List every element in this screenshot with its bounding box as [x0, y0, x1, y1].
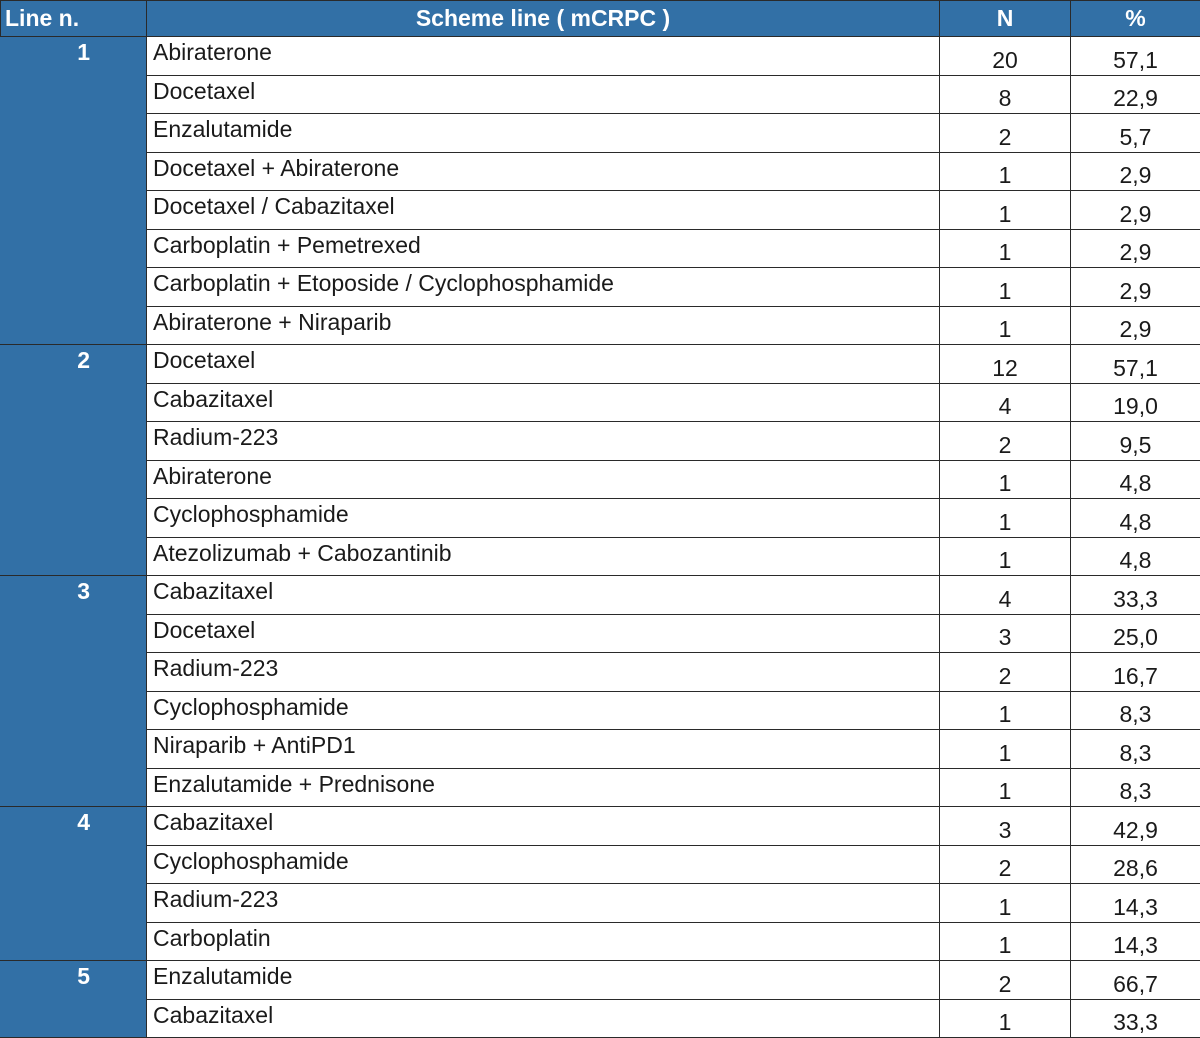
table-row [1, 152, 1200, 191]
table-row [1, 691, 1200, 730]
scheme-cell: Docetaxel [147, 75, 940, 114]
percent-cell: 33,3 [1071, 999, 1200, 1038]
n-cell: 1 [940, 768, 1071, 807]
percent-cell: 19,0 [1071, 383, 1200, 422]
table-row [1, 768, 1200, 807]
table-row [1, 306, 1200, 345]
table-row [1, 653, 1200, 692]
n-cell: 1 [940, 691, 1071, 730]
percent-cell: 4,8 [1071, 460, 1200, 499]
n-cell: 4 [940, 576, 1071, 615]
line-number-cell: 1 [1, 37, 147, 345]
percent-cell: 16,7 [1071, 653, 1200, 692]
percent-cell: 8,3 [1071, 768, 1200, 807]
n-cell: 1 [940, 191, 1071, 230]
n-cell: 1 [940, 268, 1071, 307]
n-cell: 1 [940, 730, 1071, 769]
n-cell: 1 [940, 922, 1071, 961]
scheme-cell: Cabazitaxel [147, 999, 940, 1038]
n-cell: 1 [940, 460, 1071, 499]
n-cell: 8 [940, 75, 1071, 114]
n-cell: 1 [940, 499, 1071, 538]
table-row [1, 999, 1200, 1038]
scheme-cell: Enzalutamide + Prednisone [147, 768, 940, 807]
scheme-cell: Niraparib + AntiPD1 [147, 730, 940, 769]
scheme-cell: Radium-223 [147, 422, 940, 461]
percent-cell: 2,9 [1071, 268, 1200, 307]
table-row [1, 614, 1200, 653]
table-row [1, 75, 1200, 114]
percent-cell: 2,9 [1071, 306, 1200, 345]
percent-cell: 66,7 [1071, 961, 1200, 1000]
table-row [1, 576, 1200, 615]
percent-cell: 8,3 [1071, 691, 1200, 730]
n-cell: 4 [940, 383, 1071, 422]
scheme-cell: Radium-223 [147, 653, 940, 692]
percent-cell: 14,3 [1071, 922, 1200, 961]
table-row [1, 807, 1200, 846]
table-row [1, 537, 1200, 576]
table-row [1, 37, 1200, 76]
line-number-cell: 2 [1, 345, 147, 576]
scheme-cell: Cabazitaxel [147, 576, 940, 615]
table-row [1, 383, 1200, 422]
percent-cell: 2,9 [1071, 191, 1200, 230]
table-row [1, 460, 1200, 499]
n-cell: 2 [940, 422, 1071, 461]
percent-cell: 2,9 [1071, 229, 1200, 268]
n-cell: 3 [940, 614, 1071, 653]
table-header [1, 1, 1200, 37]
line-number-cell: 3 [1, 576, 147, 807]
percent-cell: 57,1 [1071, 345, 1200, 384]
n-cell: 1 [940, 884, 1071, 923]
percent-cell: 22,9 [1071, 75, 1200, 114]
percent-cell: 9,5 [1071, 422, 1200, 461]
scheme-cell: Docetaxel [147, 345, 940, 384]
table-row [1, 961, 1200, 1000]
scheme-cell: Carboplatin [147, 922, 940, 961]
n-cell: 1 [940, 306, 1071, 345]
n-cell: 1 [940, 537, 1071, 576]
table-row [1, 884, 1200, 923]
n-cell: 1 [940, 999, 1071, 1038]
scheme-cell: Radium-223 [147, 884, 940, 923]
percent-cell: 57,1 [1071, 37, 1200, 76]
table-row [1, 422, 1200, 461]
table-row [1, 345, 1200, 384]
percent-cell: 25,0 [1071, 614, 1200, 653]
n-cell: 1 [940, 229, 1071, 268]
table-row [1, 845, 1200, 884]
table-row [1, 114, 1200, 153]
percent-cell: 42,9 [1071, 807, 1200, 846]
header-percent: % [1071, 1, 1200, 37]
table-row [1, 268, 1200, 307]
percent-cell: 33,3 [1071, 576, 1200, 615]
scheme-cell: Carboplatin + Pemetrexed [147, 229, 940, 268]
scheme-cell: Cyclophosphamide [147, 691, 940, 730]
n-cell: 2 [940, 114, 1071, 153]
table-row [1, 229, 1200, 268]
percent-cell: 8,3 [1071, 730, 1200, 769]
scheme-cell: Atezolizumab + Cabozantinib [147, 537, 940, 576]
n-cell: 3 [940, 807, 1071, 846]
n-cell: 1 [940, 152, 1071, 191]
table-row [1, 730, 1200, 769]
scheme-cell: Cyclophosphamide [147, 845, 940, 884]
table-row [1, 191, 1200, 230]
percent-cell: 5,7 [1071, 114, 1200, 153]
scheme-cell: Carboplatin + Etoposide / Cyclophosphamide [147, 268, 940, 307]
line-number-cell: 4 [1, 807, 147, 961]
scheme-cell: Cabazitaxel [147, 383, 940, 422]
scheme-cell: Abiraterone [147, 460, 940, 499]
percent-cell: 2,9 [1071, 152, 1200, 191]
percent-cell: 28,6 [1071, 845, 1200, 884]
n-cell: 20 [940, 37, 1071, 76]
scheme-cell: Enzalutamide [147, 961, 940, 1000]
line-number-cell: 5 [1, 961, 147, 1038]
n-cell: 2 [940, 961, 1071, 1000]
header-row [1, 1, 1200, 37]
scheme-cell: Cyclophosphamide [147, 499, 940, 538]
scheme-cell: Docetaxel [147, 614, 940, 653]
header-n: N [940, 1, 1071, 37]
percent-cell: 14,3 [1071, 884, 1200, 923]
n-cell: 2 [940, 653, 1071, 692]
scheme-cell: Docetaxel / Cabazitaxel [147, 191, 940, 230]
n-cell: 2 [940, 845, 1071, 884]
scheme-cell: Abiraterone [147, 37, 940, 76]
table-row [1, 922, 1200, 961]
scheme-cell: Abiraterone + Niraparib [147, 306, 940, 345]
scheme-cell: Enzalutamide [147, 114, 940, 153]
percent-cell: 4,8 [1071, 499, 1200, 538]
header-scheme-line: Scheme line ( mCRPC ) [147, 1, 940, 37]
percent-cell: 4,8 [1071, 537, 1200, 576]
n-cell: 12 [940, 345, 1071, 384]
table-row [1, 499, 1200, 538]
table-body [1, 37, 1200, 1038]
scheme-cell: Cabazitaxel [147, 807, 940, 846]
header-line-number: Line n. [1, 1, 147, 37]
scheme-cell: Docetaxel + Abiraterone [147, 152, 940, 191]
